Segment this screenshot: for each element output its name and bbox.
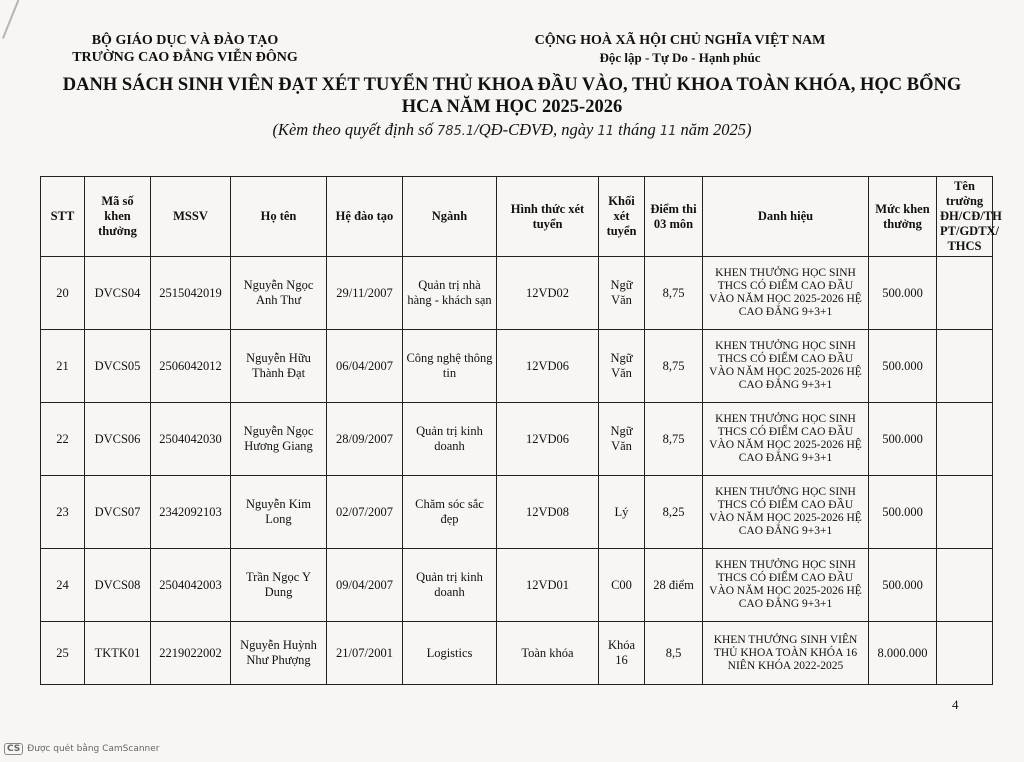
cell-training-system: 02/07/2007 bbox=[327, 476, 403, 549]
cell-training-system: 06/04/2007 bbox=[327, 330, 403, 403]
cell-admission-form: 12VD06 bbox=[497, 330, 599, 403]
cell-score: 8,25 bbox=[645, 476, 703, 549]
header-stt: STT bbox=[41, 177, 85, 257]
cell-admission-group: Lý bbox=[599, 476, 645, 549]
cell-award-amount: 500.000 bbox=[869, 549, 937, 622]
cell-admission-group: Ngữ Văn bbox=[599, 257, 645, 330]
decision-mid: /QĐ-CĐVĐ, ngày bbox=[474, 120, 598, 139]
student-award-table bbox=[40, 176, 1002, 685]
cell-full-name: Trần Ngọc Y Dung bbox=[231, 549, 327, 622]
ministry-header bbox=[40, 32, 330, 66]
cell-stt: 25 bbox=[41, 622, 85, 685]
cell-major: Quản trị kinh doanh bbox=[403, 549, 497, 622]
country-name: CỘNG HOÀ XÃ HỘI CHỦ NGHĨA VIỆT NAM bbox=[534, 33, 826, 48]
cell-score: 28 điểm bbox=[645, 549, 703, 622]
scan-edge-mark bbox=[2, 0, 26, 39]
header-student-id: MSSV bbox=[151, 177, 231, 257]
title-line-2: HCA NĂM HỌC 2025-2026 bbox=[401, 97, 623, 117]
cell-title: KHEN THƯỞNG SINH VIÊN THỦ KHOA TOÀN KHÓA 16 NIÊN KHÓA 2022-2025 bbox=[703, 622, 869, 685]
decision-reference bbox=[20, 120, 1004, 140]
cell-title: KHEN THƯỞNG HỌC SINH THCS CÓ ĐIỂM CAO ĐẦU VÀO NĂM HỌC 2025-2026 HỆ CAO ĐẲNG 9+3+1 bbox=[703, 549, 869, 622]
cell-admission-form: 12VD06 bbox=[497, 403, 599, 476]
cell-training-system: 21/07/2001 bbox=[327, 622, 403, 685]
cell-stt: 24 bbox=[41, 549, 85, 622]
cell-admission-group: Khóa 16 bbox=[599, 622, 645, 685]
page-number: 4 bbox=[952, 697, 959, 712]
cell-school-name bbox=[937, 476, 993, 549]
title-line-1: DANH SÁCH SINH VIÊN ĐẠT XÉT TUYỂN THỦ KHOA ĐẦU VÀO, THỦ KHOA TOÀN KHÓA, HỌC BỔNG bbox=[62, 75, 962, 95]
decision-month-label: tháng bbox=[614, 120, 660, 139]
cell-training-system: 28/09/2007 bbox=[327, 403, 403, 476]
cell-award-code: DVCS05 bbox=[85, 330, 151, 403]
cell-award-amount: 500.000 bbox=[869, 330, 937, 403]
cell-admission-group: Ngữ Văn bbox=[599, 403, 645, 476]
cell-award-amount: 500.000 bbox=[869, 257, 937, 330]
cell-student-id: 2504042030 bbox=[151, 403, 231, 476]
cell-stt: 20 bbox=[41, 257, 85, 330]
cell-training-system: 29/11/2007 bbox=[327, 257, 403, 330]
table-row bbox=[41, 549, 993, 622]
cell-school-name bbox=[937, 403, 993, 476]
cell-admission-form: 12VD02 bbox=[497, 257, 599, 330]
decision-prefix: (Kèm theo quyết định số bbox=[272, 120, 437, 139]
decision-month-handwritten: 11 bbox=[659, 124, 677, 139]
decision-number-handwritten: 785.1 bbox=[436, 124, 475, 139]
cell-title: KHEN THƯỞNG HỌC SINH THCS CÓ ĐIỂM CAO ĐẦU VÀO NĂM HỌC 2025-2026 HỆ CAO ĐẲNG 9+3+1 bbox=[703, 257, 869, 330]
cell-award-code: DVCS06 bbox=[85, 403, 151, 476]
cell-major: Quản trị kinh doanh bbox=[403, 403, 497, 476]
cell-stt: 23 bbox=[41, 476, 85, 549]
cell-student-id: 2504042003 bbox=[151, 549, 231, 622]
table-row bbox=[41, 622, 993, 685]
cell-stt: 22 bbox=[41, 403, 85, 476]
table-header-row bbox=[41, 177, 993, 257]
cell-major: Logistics bbox=[403, 622, 497, 685]
cell-student-id: 2342092103 bbox=[151, 476, 231, 549]
cell-student-id: 2506042012 bbox=[151, 330, 231, 403]
cell-score: 8,75 bbox=[645, 330, 703, 403]
header-admission-group: Khối xét tuyển bbox=[599, 177, 645, 257]
ministry-name: BỘ GIÁO DỤC VÀ ĐÀO TẠO bbox=[91, 33, 279, 48]
cell-award-code: DVCS08 bbox=[85, 549, 151, 622]
table-row bbox=[41, 257, 993, 330]
header-award-code: Mã số khen thưởng bbox=[85, 177, 151, 257]
header-admission-form: Hình thức xét tuyển bbox=[497, 177, 599, 257]
cell-full-name: Nguyễn Ngọc Hương Giang bbox=[231, 403, 327, 476]
cell-award-amount: 500.000 bbox=[869, 403, 937, 476]
cell-full-name: Nguyễn Hữu Thành Đạt bbox=[231, 330, 327, 403]
scanner-watermark bbox=[4, 743, 160, 755]
header-school-name: Tên trường ĐH/CĐ/TH PT/GDTX/ THCS bbox=[937, 177, 993, 257]
cell-admission-group: Ngữ Văn bbox=[599, 330, 645, 403]
table-row bbox=[41, 330, 993, 403]
cell-major: Chăm sóc sắc đẹp bbox=[403, 476, 497, 549]
cell-award-code: DVCS04 bbox=[85, 257, 151, 330]
cell-training-system: 09/04/2007 bbox=[327, 549, 403, 622]
header-full-name: Họ tên bbox=[231, 177, 327, 257]
cell-school-name bbox=[937, 622, 993, 685]
cell-major: Công nghệ thông tin bbox=[403, 330, 497, 403]
table-row bbox=[41, 403, 993, 476]
cell-score: 8,5 bbox=[645, 622, 703, 685]
decision-day-handwritten: 11 bbox=[597, 124, 614, 139]
cell-school-name bbox=[937, 549, 993, 622]
document-title bbox=[20, 74, 1004, 118]
national-header bbox=[500, 32, 860, 66]
scanner-watermark-text: Được quét bằng CamScanner bbox=[27, 744, 160, 754]
cell-admission-form: 12VD08 bbox=[497, 476, 599, 549]
cell-full-name: Nguyễn Huỳnh Như Phượng bbox=[231, 622, 327, 685]
header-award-amount: Mức khen thưởng bbox=[869, 177, 937, 257]
header-score: Điểm thi 03 môn bbox=[645, 177, 703, 257]
decision-suffix: năm 2025) bbox=[676, 120, 752, 139]
cell-title: KHEN THƯỞNG HỌC SINH THCS CÓ ĐIỂM CAO ĐẦU VÀO NĂM HỌC 2025-2026 HỆ CAO ĐẲNG 9+3+1 bbox=[703, 476, 869, 549]
school-name: TRƯỜNG CAO ĐẲNG VIỄN ĐÔNG bbox=[72, 50, 298, 65]
cell-score: 8,75 bbox=[645, 403, 703, 476]
cell-student-id: 2219022002 bbox=[151, 622, 231, 685]
cell-admission-group: C00 bbox=[599, 549, 645, 622]
cell-stt: 21 bbox=[41, 330, 85, 403]
cell-admission-form: Toàn khóa bbox=[497, 622, 599, 685]
cell-school-name bbox=[937, 330, 993, 403]
table-row bbox=[41, 476, 993, 549]
cell-admission-form: 12VD01 bbox=[497, 549, 599, 622]
national-motto: Độc lập - Tự Do - Hạnh phúc bbox=[599, 50, 761, 65]
header-major: Ngành bbox=[403, 177, 497, 257]
cell-student-id: 2515042019 bbox=[151, 257, 231, 330]
cell-full-name: Nguyễn Ngọc Anh Thư bbox=[231, 257, 327, 330]
cell-award-amount: 8.000.000 bbox=[869, 622, 937, 685]
cell-score: 8,75 bbox=[645, 257, 703, 330]
header-training-system: Hệ đào tạo bbox=[327, 177, 403, 257]
cell-title: KHEN THƯỞNG HỌC SINH THCS CÓ ĐIỂM CAO ĐẦU VÀO NĂM HỌC 2025-2026 HỆ CAO ĐẲNG 9+3+1 bbox=[703, 330, 869, 403]
cell-award-code: DVCS07 bbox=[85, 476, 151, 549]
header-title: Danh hiệu bbox=[703, 177, 869, 257]
cell-award-code: TKTK01 bbox=[85, 622, 151, 685]
camscanner-logo-icon: CS bbox=[4, 743, 23, 755]
cell-full-name: Nguyễn Kim Long bbox=[231, 476, 327, 549]
cell-school-name bbox=[937, 257, 993, 330]
cell-title: KHEN THƯỞNG HỌC SINH THCS CÓ ĐIỂM CAO ĐẦU VÀO NĂM HỌC 2025-2026 HỆ CAO ĐẲNG 9+3+1 bbox=[703, 403, 869, 476]
cell-major: Quản trị nhà hàng - khách sạn bbox=[403, 257, 497, 330]
cell-award-amount: 500.000 bbox=[869, 476, 937, 549]
